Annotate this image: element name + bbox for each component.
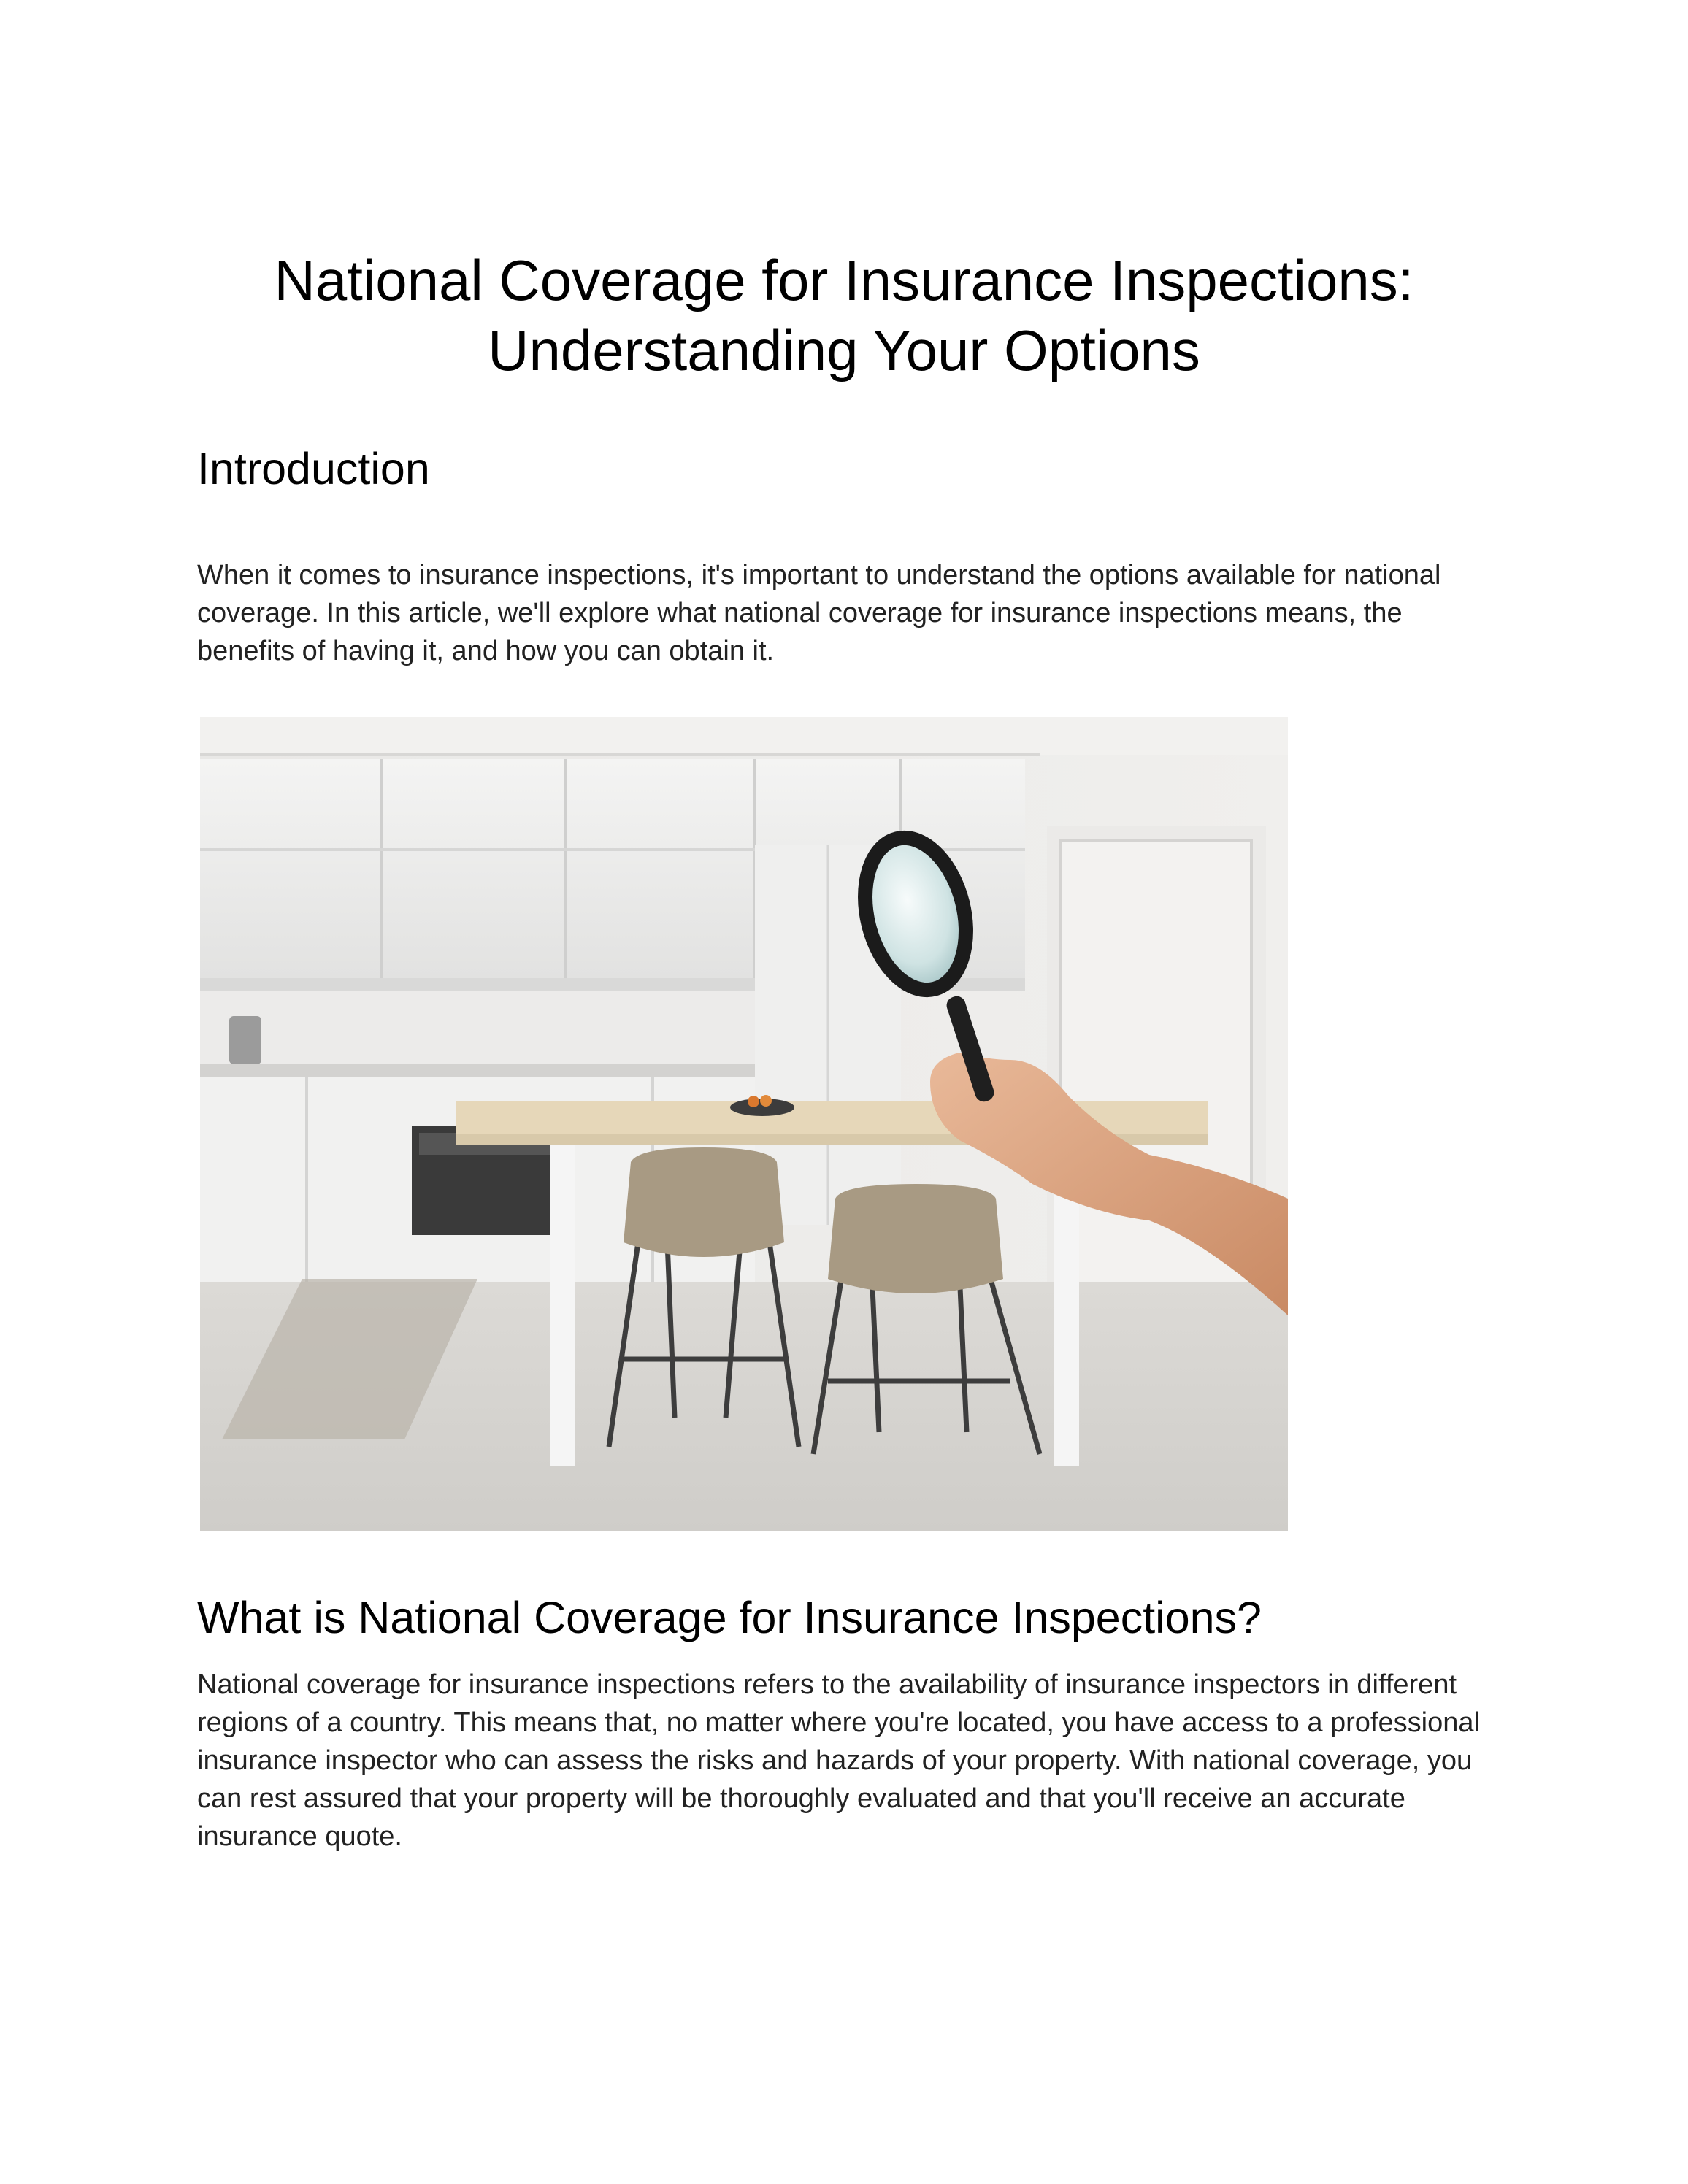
section-heading-national-coverage: What is National Coverage for Insurance Inspections?: [197, 1593, 1262, 1642]
kitchen-inspection-photo: [200, 717, 1288, 1531]
national-coverage-paragraph: National coverage for insurance inspections refers to the availability of insurance inspectors in different regions of a country. This means that, no matter where you're located, you have access to a professional insurance inspector who can assess the risks and hazards of your property. With national coverage, you can rest assured that your property will be thoroughly evaluated and that you'll receive an accurate insurance quote.: [197, 1669, 1480, 1852]
introduction-paragraph: When it comes to insurance inspections, it's important to understand the options available for national coverage. In this article, we'll explore what national coverage for insurance inspections means, the benefits of having it, and how you can obtain it.: [197, 560, 1441, 666]
document-title: National Coverage for Insurance Inspections: Understanding Your Options: [274, 248, 1414, 382]
section-heading-introduction: Introduction: [197, 444, 430, 493]
